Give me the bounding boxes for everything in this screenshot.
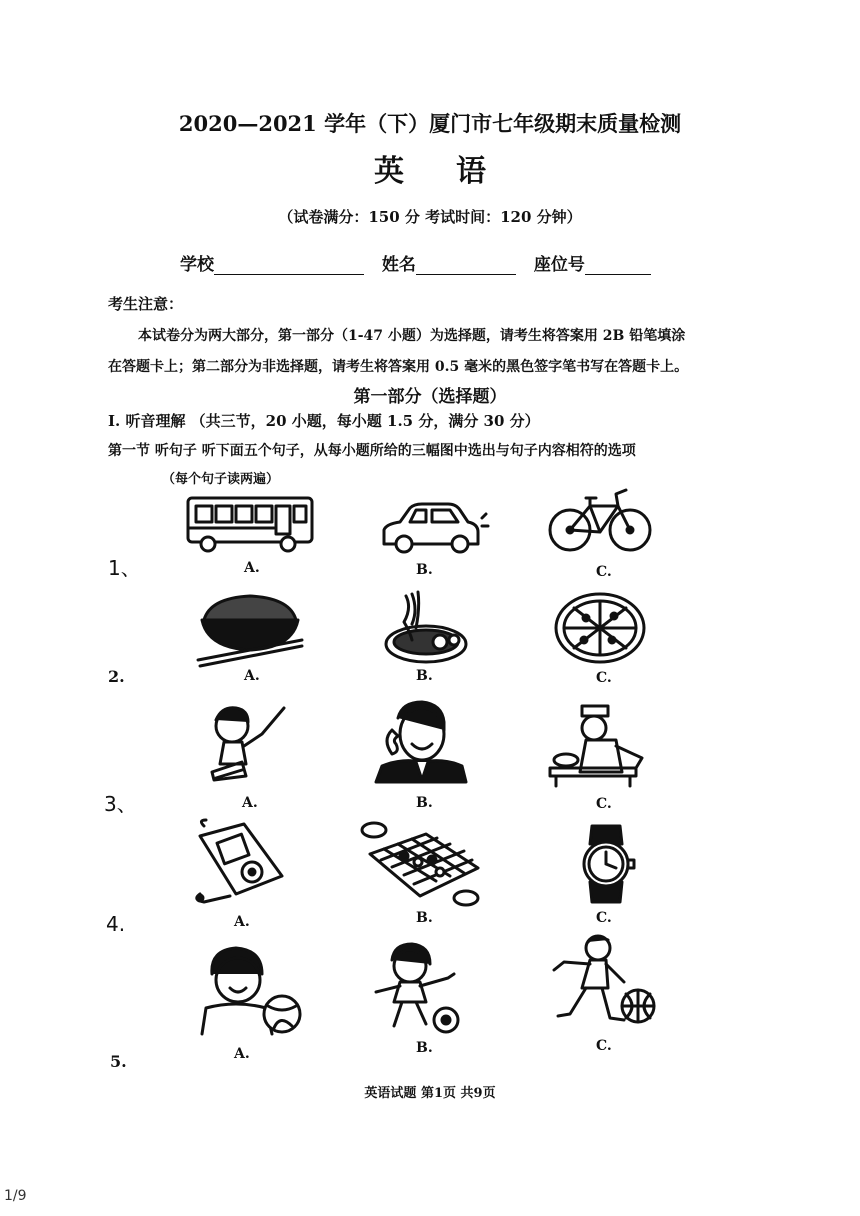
rice-bowl-icon	[196, 590, 306, 670]
name-label: 姓名	[381, 255, 416, 275]
page-footer: 英语试题 第1页 共9页	[364, 1086, 496, 1101]
bicycle-icon	[546, 486, 656, 556]
boy-with-volleyball-icon	[196, 944, 306, 1040]
q4-option-a: A.	[234, 914, 250, 930]
exam-title: 2020—2021 学年（下）厦门市七年级期末质量检测	[178, 111, 682, 136]
noodles-icon	[382, 588, 472, 668]
q5-option-a: A.	[234, 1046, 250, 1062]
q2-option-c: C.	[596, 670, 612, 686]
wristwatch-icon	[562, 822, 642, 906]
bus-icon	[184, 494, 316, 554]
question-number-4: 4.	[106, 912, 126, 936]
question-number-2: 2.	[108, 667, 125, 686]
seat-blank	[585, 258, 651, 275]
q2-option-a: A.	[244, 668, 260, 684]
q1-option-c: C.	[596, 564, 612, 580]
q5-option-c: C.	[596, 1038, 612, 1054]
page-indicator: 1/9	[4, 1188, 27, 1204]
exam-info: （试卷满分：150 分 考试时间：120 分钟）	[278, 208, 582, 226]
question-number-3: 3、	[104, 792, 137, 816]
sweeping-girl-icon	[202, 700, 298, 784]
part-heading: 第一部分（选择题）	[353, 387, 507, 407]
subsection-note: （每个句子读两遍）	[162, 472, 280, 487]
q1-option-b: B.	[416, 562, 433, 578]
question-number-5: 5.	[110, 1052, 127, 1071]
chef-cooking-icon	[546, 702, 656, 788]
car-icon	[378, 500, 488, 556]
section-heading: I. 听音理解 （共三节，20 小题，每小题 1.5 分，满分 30 分）	[108, 412, 540, 430]
question-number-1: 1、	[108, 556, 141, 580]
pizza-icon	[552, 588, 648, 668]
q4-option-c: C.	[596, 910, 612, 926]
boy-playing-basketball-icon	[544, 932, 660, 1032]
student-fields	[180, 250, 663, 275]
seat-label: 座位号	[533, 255, 585, 275]
subject-title: 英语	[374, 154, 538, 189]
mp3-player-icon	[190, 816, 290, 906]
q3-option-a: A.	[242, 795, 258, 811]
name-blank	[416, 258, 516, 275]
go-chess-board-icon	[356, 820, 484, 908]
q2-option-b: B.	[416, 668, 433, 684]
q1-option-a: A.	[244, 560, 260, 576]
girl-playing-soccer-icon	[364, 938, 480, 1034]
school-label: 学校	[180, 255, 214, 275]
notice-line-1: 本试卷分为两大部分，第一部分（1-47 小题）为选择题，请考生将答案用 2B 铅笔填涂	[138, 328, 686, 344]
notice-line-2: 在答题卡上；第二部分为非选择题，请考生将答案用 0.5 毫米的黑色签字笔书写在答题卡上。	[108, 359, 689, 375]
q4-option-b: B.	[416, 910, 433, 926]
man-on-phone-icon	[372, 700, 468, 784]
q3-option-c: C.	[596, 796, 612, 812]
q3-option-b: B.	[416, 795, 433, 811]
q5-option-b: B.	[416, 1040, 433, 1056]
school-blank	[214, 258, 364, 275]
subsection-heading: 第一节 听句子 听下面五个句子，从每小题所给的三幅图中选出与句子内容相符的选项	[108, 443, 636, 459]
notice-heading: 考生注意：	[108, 295, 184, 313]
